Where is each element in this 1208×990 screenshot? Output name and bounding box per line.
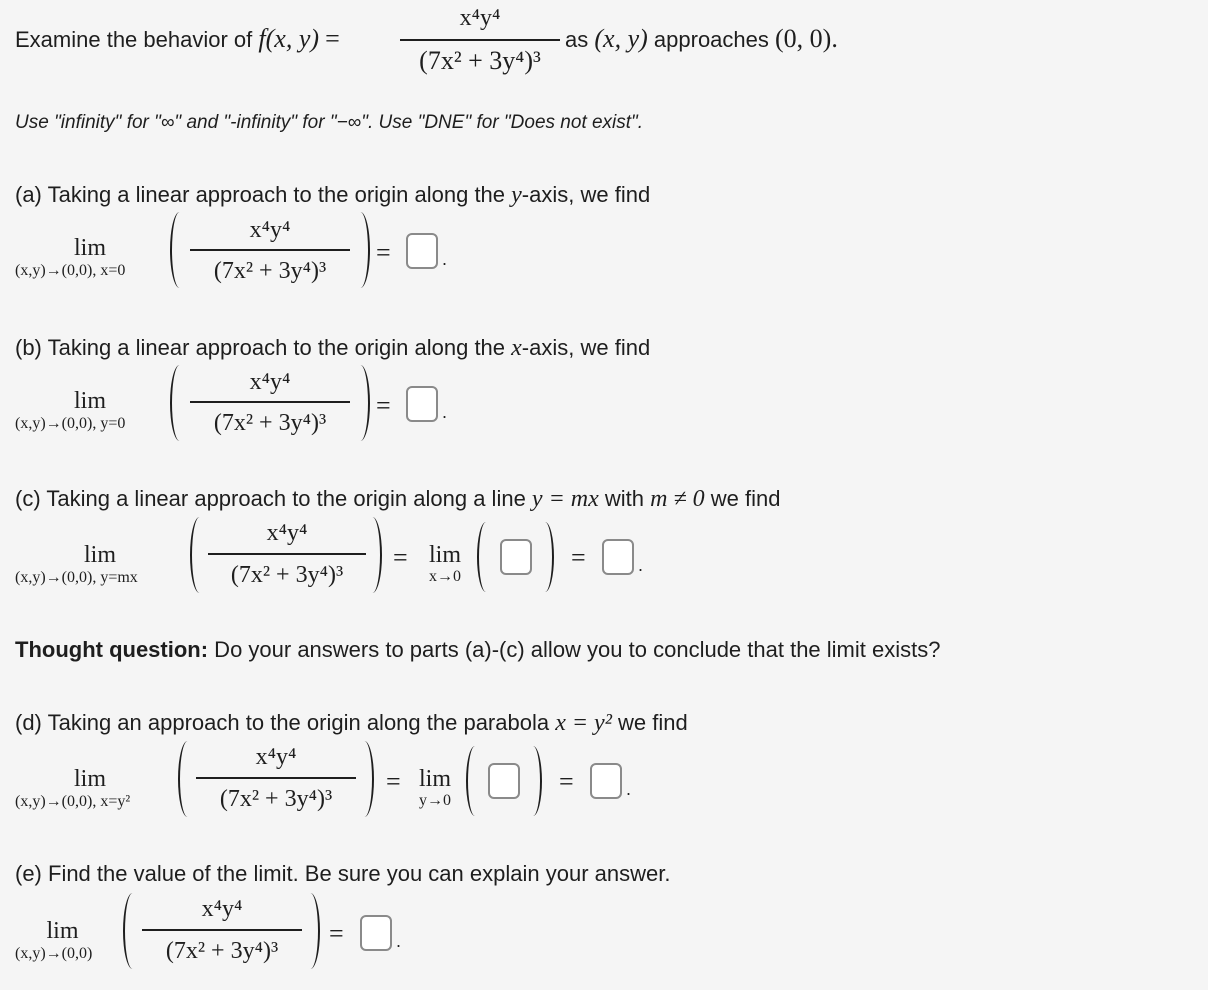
part-c-lim-subscript: (x,y)→(0,0), y=mx — [15, 569, 138, 586]
part-b-label-pre: (b) Taking a linear approach to the origin along the — [15, 335, 512, 360]
part-c-label-post: we find — [704, 486, 781, 511]
part-e-answer-box[interactable] — [360, 915, 392, 951]
part-b-label-var: x — [511, 335, 522, 361]
part-a-left-paren — [170, 212, 186, 288]
part-a-denominator: (7x² + 3y⁴)³ — [213, 258, 327, 284]
part-c-equals-1: = — [393, 543, 408, 572]
part-b-left-paren — [170, 365, 186, 441]
part-d-inner-lim: lim — [418, 766, 451, 792]
part-b-fraction-bar — [190, 401, 350, 403]
part-c-inner-answer-box[interactable] — [500, 539, 532, 575]
part-a-label-pre: (a) Taking a linear approach to the origin along the — [15, 182, 512, 207]
thought-question-bold: Thought question: — [15, 637, 209, 662]
part-e-right-paren — [304, 893, 320, 969]
part-e-equals: = — [329, 919, 344, 948]
part-a-lim: lim — [73, 235, 106, 261]
part-d-label-post: we find — [611, 710, 688, 735]
part-b-label — [15, 336, 650, 360]
part-d-equals-1: = — [386, 767, 401, 796]
intro-approaches: approaches — [653, 27, 769, 52]
part-c-left-paren — [190, 517, 206, 593]
part-a-lim-subscript: (x,y)→(0,0), x=0 — [15, 262, 126, 279]
part-a-answer-box[interactable] — [406, 233, 438, 269]
part-d-inner-right-paren — [527, 746, 542, 816]
part-c-label-math: y = mx — [531, 486, 599, 512]
part-c-numerator: x⁴y⁴ — [266, 520, 308, 546]
intro-numerator: x⁴y⁴ — [459, 5, 501, 31]
part-d-denominator: (7x² + 3y⁴)³ — [219, 786, 333, 812]
intro-point: (x, y) — [594, 24, 648, 53]
part-c-label — [15, 487, 780, 511]
part-a-label-var: y — [511, 182, 522, 208]
part-d-label-pre: (d) Taking an approach to the origin along the parabola — [15, 710, 556, 735]
part-e-label: (e) Find the value of the limit. Be sure you can explain your answer. — [15, 861, 671, 886]
part-c-label-math2: m ≠ 0 — [650, 486, 705, 512]
part-d-numerator: x⁴y⁴ — [255, 744, 297, 770]
part-d-answer-box[interactable] — [590, 763, 622, 799]
part-b-equals: = — [376, 391, 391, 420]
intro-denominator: (7x² + 3y⁴)³ — [419, 46, 541, 75]
intro-origin: (0, 0). — [775, 24, 838, 53]
part-b-lim: lim — [73, 388, 106, 414]
part-b-numerator: x⁴y⁴ — [249, 369, 291, 395]
part-c-period: . — [638, 555, 644, 575]
part-d-inner-left-paren — [466, 746, 481, 816]
part-c-label-pre: (c) Taking a linear approach to the origin along a line — [15, 486, 532, 511]
part-b-right-paren — [354, 365, 370, 441]
part-d-left-paren — [178, 741, 194, 817]
part-d-label — [15, 711, 688, 735]
part-e-numerator: x⁴y⁴ — [201, 896, 243, 922]
part-d-inner-lim-subscript: y→0 — [419, 792, 451, 809]
part-c-inner-lim-subscript: x→0 — [429, 568, 461, 585]
part-c-inner-right-paren — [539, 522, 554, 592]
part-a-numerator: x⁴y⁴ — [249, 217, 291, 243]
part-e-left-paren — [123, 893, 139, 969]
part-b-denominator: (7x² + 3y⁴)³ — [213, 410, 327, 436]
intro-tail — [565, 26, 838, 52]
hint-text: Use "infinity" for "∞" and "-infinity" for "−∞". Use "DNE" for "Does not exist". — [15, 112, 644, 133]
part-a-label-post: -axis, we find — [521, 182, 651, 207]
part-e-period: . — [396, 931, 402, 951]
part-d-period: . — [626, 779, 632, 799]
part-d-inner-answer-box[interactable] — [488, 763, 520, 799]
part-a-right-paren — [354, 212, 370, 288]
intro-as: as — [565, 27, 589, 52]
part-b-answer-box[interactable] — [406, 386, 438, 422]
intro-prefix: Examine the behavior of — [15, 27, 253, 52]
part-d-lim-subscript: (x,y)→(0,0), x=y² — [15, 793, 131, 810]
part-a-equals: = — [376, 238, 391, 267]
part-d-lim: lim — [73, 766, 106, 792]
part-c-lim: lim — [83, 542, 116, 568]
part-c-fraction-bar — [208, 553, 366, 555]
part-c-right-paren — [366, 517, 382, 593]
intro-text — [15, 26, 340, 52]
part-d-right-paren — [358, 741, 374, 817]
part-e-fraction-bar — [142, 929, 302, 931]
intro-fraction-bar — [400, 39, 560, 41]
part-d-equals-2: = — [559, 767, 574, 796]
part-a-fraction-bar — [190, 249, 350, 251]
part-e-denominator: (7x² + 3y⁴)³ — [165, 938, 279, 964]
part-c-equals-2: = — [571, 543, 586, 572]
intro-equals: = — [325, 24, 340, 53]
thought-question-rest: Do your answers to parts (a)-(c) allow you to conclude that the limit exists? — [208, 637, 941, 662]
part-e-lim-subscript: (x,y)→(0,0) — [15, 945, 93, 962]
part-e-lim: lim — [46, 918, 79, 944]
part-d-label-math: x = y² — [555, 710, 612, 736]
part-b-period: . — [442, 402, 448, 422]
part-b-label-post: -axis, we find — [521, 335, 651, 360]
part-c-answer-box[interactable] — [602, 539, 634, 575]
thought-question — [15, 639, 940, 661]
part-b-lim-subscript: (x,y)→(0,0), y=0 — [15, 415, 126, 432]
part-c-denominator: (7x² + 3y⁴)³ — [230, 562, 344, 588]
function-args: (x, y) — [265, 24, 320, 53]
part-c-inner-lim: lim — [428, 542, 461, 568]
part-c-label-mid: with — [598, 486, 651, 511]
part-c-inner-left-paren — [477, 522, 492, 592]
part-a-label — [15, 183, 650, 207]
part-a-period: . — [442, 249, 448, 269]
part-d-fraction-bar — [196, 777, 356, 779]
function-name: f — [258, 24, 266, 53]
